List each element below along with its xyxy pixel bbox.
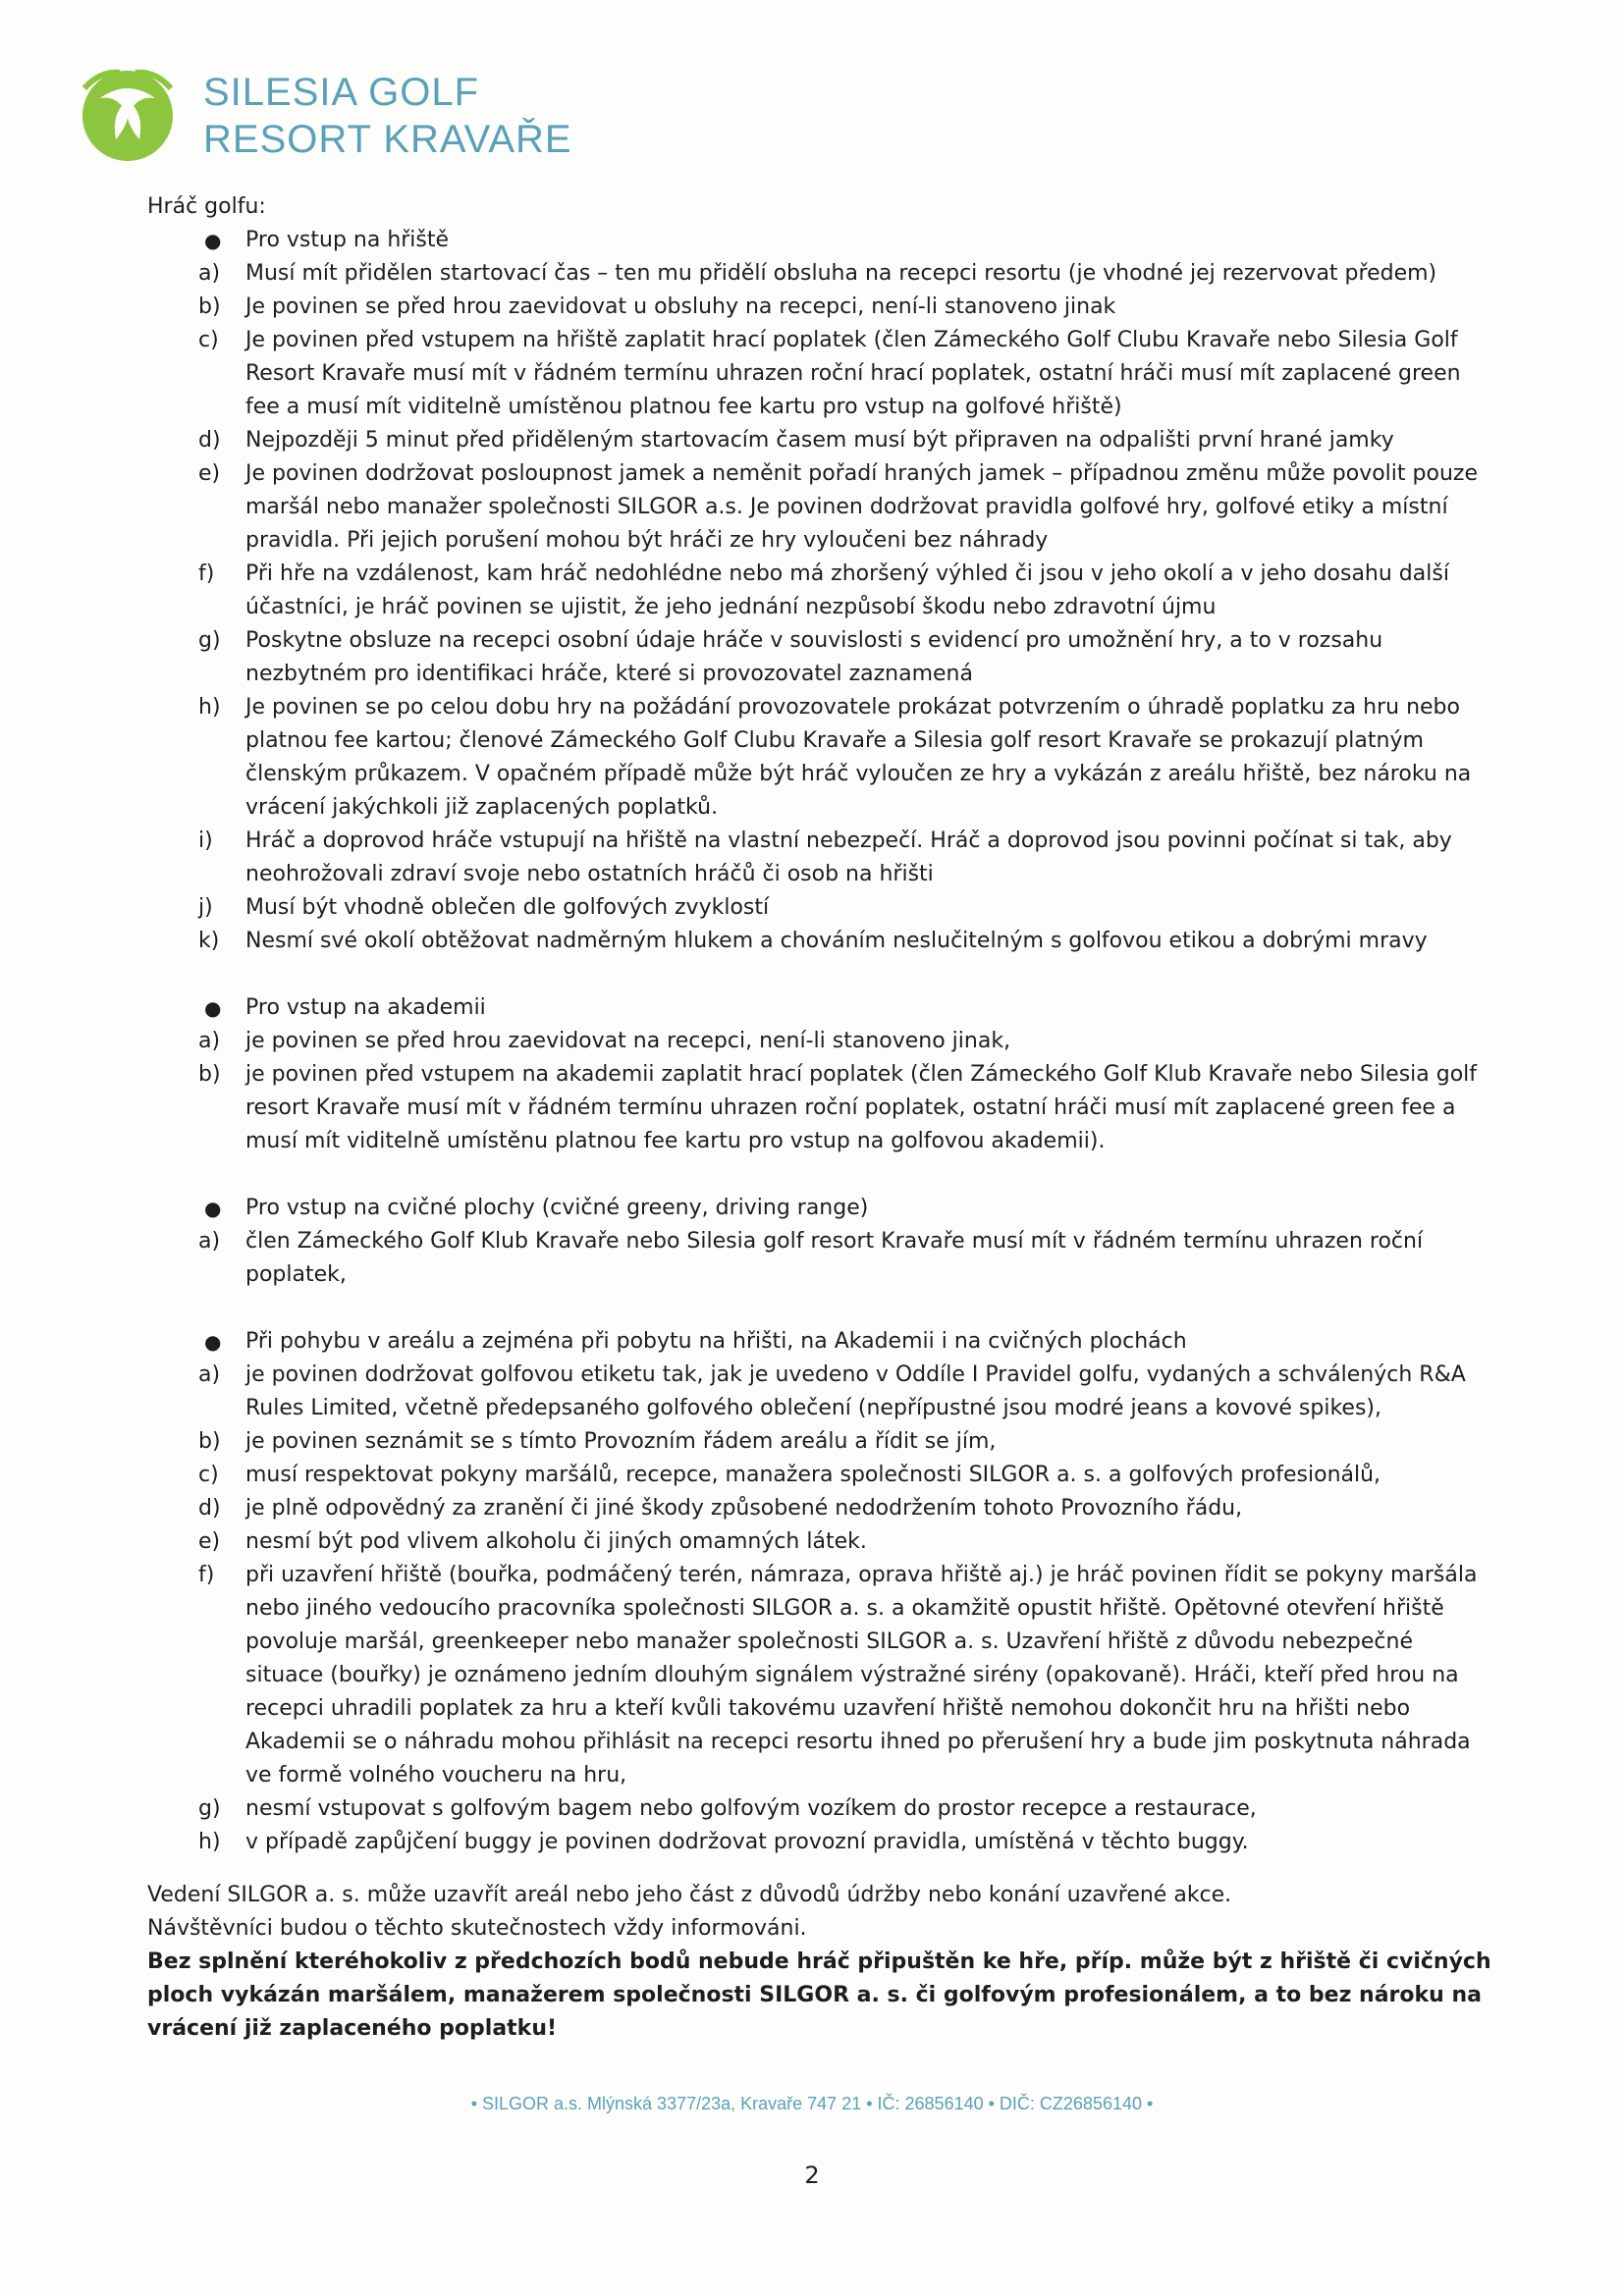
list-item: e) nesmí být pod vlivem alkoholu či jiných omamných látek.	[198, 1529, 867, 1554]
section-title: ● Při pohybu v areálu a zejména při pobytu na hřišti, na Akademii i na cvičných plochách	[147, 1325, 1492, 1359]
list-item: f) Při hře na vzdálenost, kam hráč nedohlédne nebo má zhoršený výhled či jsou v jeho okolí a v jeho dosahu další účastníci, je hráč povinen se ujistit, že jeho jednání nezpůsobí škodu nebo zdravotní újmu	[198, 561, 1449, 619]
section-title: ● Pro vstup na hřiště	[147, 224, 1492, 257]
section-course	[147, 224, 1492, 958]
closing-warning: Bez splnění kteréhokoliv z předchozích bodů nebude hráč připuštěn ke hře, příp. může být z hřiště či cvičných ploch vykázán maršálem, manažerem společnosti SILGOR a. s. či golfovým profesionálem, a to bez nároku na vrácení již zaplaceného poplatku!	[147, 1949, 1491, 2041]
list-item: f) při uzavření hřiště (bouřka, podmáčený terén, námraza, oprava hřiště aj.) je hráč povinen řídit se pokyny maršála nebo jiného vedoucího pracovníka společnosti SILGOR a. s. a okamžitě opustit hřiště. Opětovné otevření hřiště povoluje maršál, greenkeeper nebo manažer společnosti SILGOR a. s. Uzavření hřiště z důvodu nebezpečné situace (bouřky) je oznámeno jedním dlouhým signálem výstražné sirény (opakovaně). Hráči, kteří před hrou na recepci uhradili poplatek za hru a kteří kvůli takovému uzavření hřiště nemohou dokončit hru na hřišti nebo Akademii se o náhradu mohou přihlásit na recepci resortu ihned po přerušení hry a bude jim poskytnuta náhrada ve formě volného voucheru na hru,	[198, 1563, 1478, 1788]
section-title: ● Pro vstup na cvičné plochy (cvičné greeny, driving range)	[147, 1192, 1492, 1225]
list-item: k) Nesmí své okolí obtěžovat nadměrným hlukem a chováním neslučitelným s golfovou etikou a dobrými mravy	[198, 929, 1428, 953]
list-item: c) musí respektovat pokyny maršálů, recepce, manažera společnosti SILGOR a. s. a golfových profesionálů,	[198, 1463, 1381, 1487]
bullet-icon: ●	[204, 229, 222, 252]
list-item: b) je povinen seznámit se s tímto Provozním řádem areálu a řídit se jím,	[198, 1429, 997, 1454]
list-item: c) Je povinen před vstupem na hřiště zaplatit hrací poplatek (člen Zámeckého Golf Clubu Kravaře nebo Silesia Golf Resort Kravaře musí mít v řádném termínu uhrazen roční hrací poplatek, ostatní hráči musí mít zaplacené green fee a musí mít viditelně umístěnou platnou fee kartu pro vstup na golfové hřiště)	[198, 328, 1461, 419]
list-item: a) Musí mít přidělen startovací čas – ten mu přidělí obsluha na recepci resortu (je vhodné jej rezervovat předem)	[198, 261, 1437, 286]
list-item: a) je povinen dodržovat golfovou etiketu tak, jak je uvedeno v Oddíle I Pravidel golfu, vydaných a schválených R&A Rules Limited, včetně předepsaného golfového oblečení (nepřípustné jsou modré jeans a kovové spikes),	[198, 1362, 1466, 1420]
intro-heading: Hráč golfu:	[147, 194, 266, 219]
list-item: h) Je povinen se po celou dobu hry na požádání provozovatele prokázat potvrzením o úhradě poplatku za hru nebo platnou fee kartou; členové Zámeckého Golf Clubu Kravaře a Silesia golf resort Kravaře se prokazují platným členským průkazem. V opačném případě může být hráč vyloučen ze hry a vykázán z areálu hřiště, bez nároku na vrácení jakýchkoli již zaplacených poplatků.	[198, 695, 1472, 820]
page-number: 2	[804, 2162, 820, 2189]
list-item: b) je povinen před vstupem na akademii zaplatit hrací poplatek (člen Zámeckého Golf Klub Kravaře nebo Silesia golf resort Kravaře musí mít v řádném termínu uhrazen roční poplatek, ostatní hráči musí mít zaplacené green fee a musí mít viditelně umístěnu platnou fee kartu pro vstup na golfovou akademii).	[198, 1062, 1478, 1153]
logo-text	[203, 69, 572, 163]
section-title: ● Pro vstup na akademii	[147, 991, 1492, 1025]
closing-line-2: Návštěvníci budou o těchto skutečnostech vždy informováni.	[147, 1916, 807, 1941]
list-item: g) Poskytne obsluze na recepci osobní údaje hráče v souvislosti s evidencí pro umožnění hry, a to v rozsahu nezbytném pro identifikaci hráče, které si provozovatel zaznamená	[198, 628, 1383, 686]
section-academy	[147, 991, 1492, 1158]
list-item: d) je plně odpovědný za zranění či jiné škody způsobené nedodržením tohoto Provozního řádu,	[198, 1496, 1243, 1521]
closing-line-1: Vedení SILGOR a. s. může uzavřít areál nebo jeho část z důvodů údržby nebo konání uzavřené akce.	[147, 1883, 1232, 1907]
footer-company-info: • SILGOR a.s. Mlýnská 3377/23a, Kravaře 747 21 • IČ: 26856140 • DIČ: CZ26856140 •	[470, 2094, 1154, 2113]
bullet-icon: ●	[204, 1197, 222, 1220]
list-item: d) Nejpozději 5 minut před přiděleným startovacím časem musí být připraven na odpališti první hrané jamky	[198, 428, 1394, 453]
bullet-icon: ●	[204, 1330, 222, 1354]
list-item: g) nesmí vstupovat s golfovým bagem nebo golfovým vozíkem do prostor recepce a restaurace,	[198, 1796, 1257, 1821]
list-item: e) Je povinen dodržovat posloupnost jamek a neměnit pořadí hraných jamek – případnou změnu může povolit pouze maršál nebo manažer společnosti SILGOR a.s. Je povinen dodržovat pravidla golfové hry, golfové etiky a místní pravidla. Při jejich porušení mohou být hráči ze hry vyloučeni bez náhrady	[198, 461, 1478, 553]
logo-line-1: SILESIA GOLF	[203, 71, 480, 114]
document-body	[147, 190, 1492, 2046]
logo-line-2: RESORT KRAVAŘE	[203, 118, 572, 161]
section-practice	[147, 1192, 1492, 1292]
list-item: a) člen Zámeckého Golf Klub Kravaře nebo Silesia golf resort Kravaře musí mít v řádném termínu uhrazen roční poplatek,	[198, 1229, 1424, 1287]
bullet-icon: ●	[204, 996, 222, 1020]
list-item: h) v případě zapůjčení buggy je povinen dodržovat provozní pravidla, umístěná v těchto buggy.	[198, 1830, 1249, 1854]
list-item: a) je povinen se před hrou zaevidovat na recepci, není-li stanoveno jinak,	[198, 1029, 1011, 1053]
eagle-logo-icon	[71, 59, 189, 167]
list-item: j) Musí být vhodně oblečen dle golfových zvyklostí	[198, 895, 770, 920]
list-item: i) Hráč a doprovod hráče vstupují na hřiště na vlastní nebezpečí. Hráč a doprovod jsou povinni počínat si tak, aby neohrožovali zdraví svoje nebo ostatních hráčů či osob na hřišti	[198, 828, 1452, 886]
list-item: b) Je povinen se před hrou zaevidovat u obsluhy na recepci, není-li stanoveno jinak	[198, 294, 1116, 319]
section-general	[147, 1325, 1492, 1859]
